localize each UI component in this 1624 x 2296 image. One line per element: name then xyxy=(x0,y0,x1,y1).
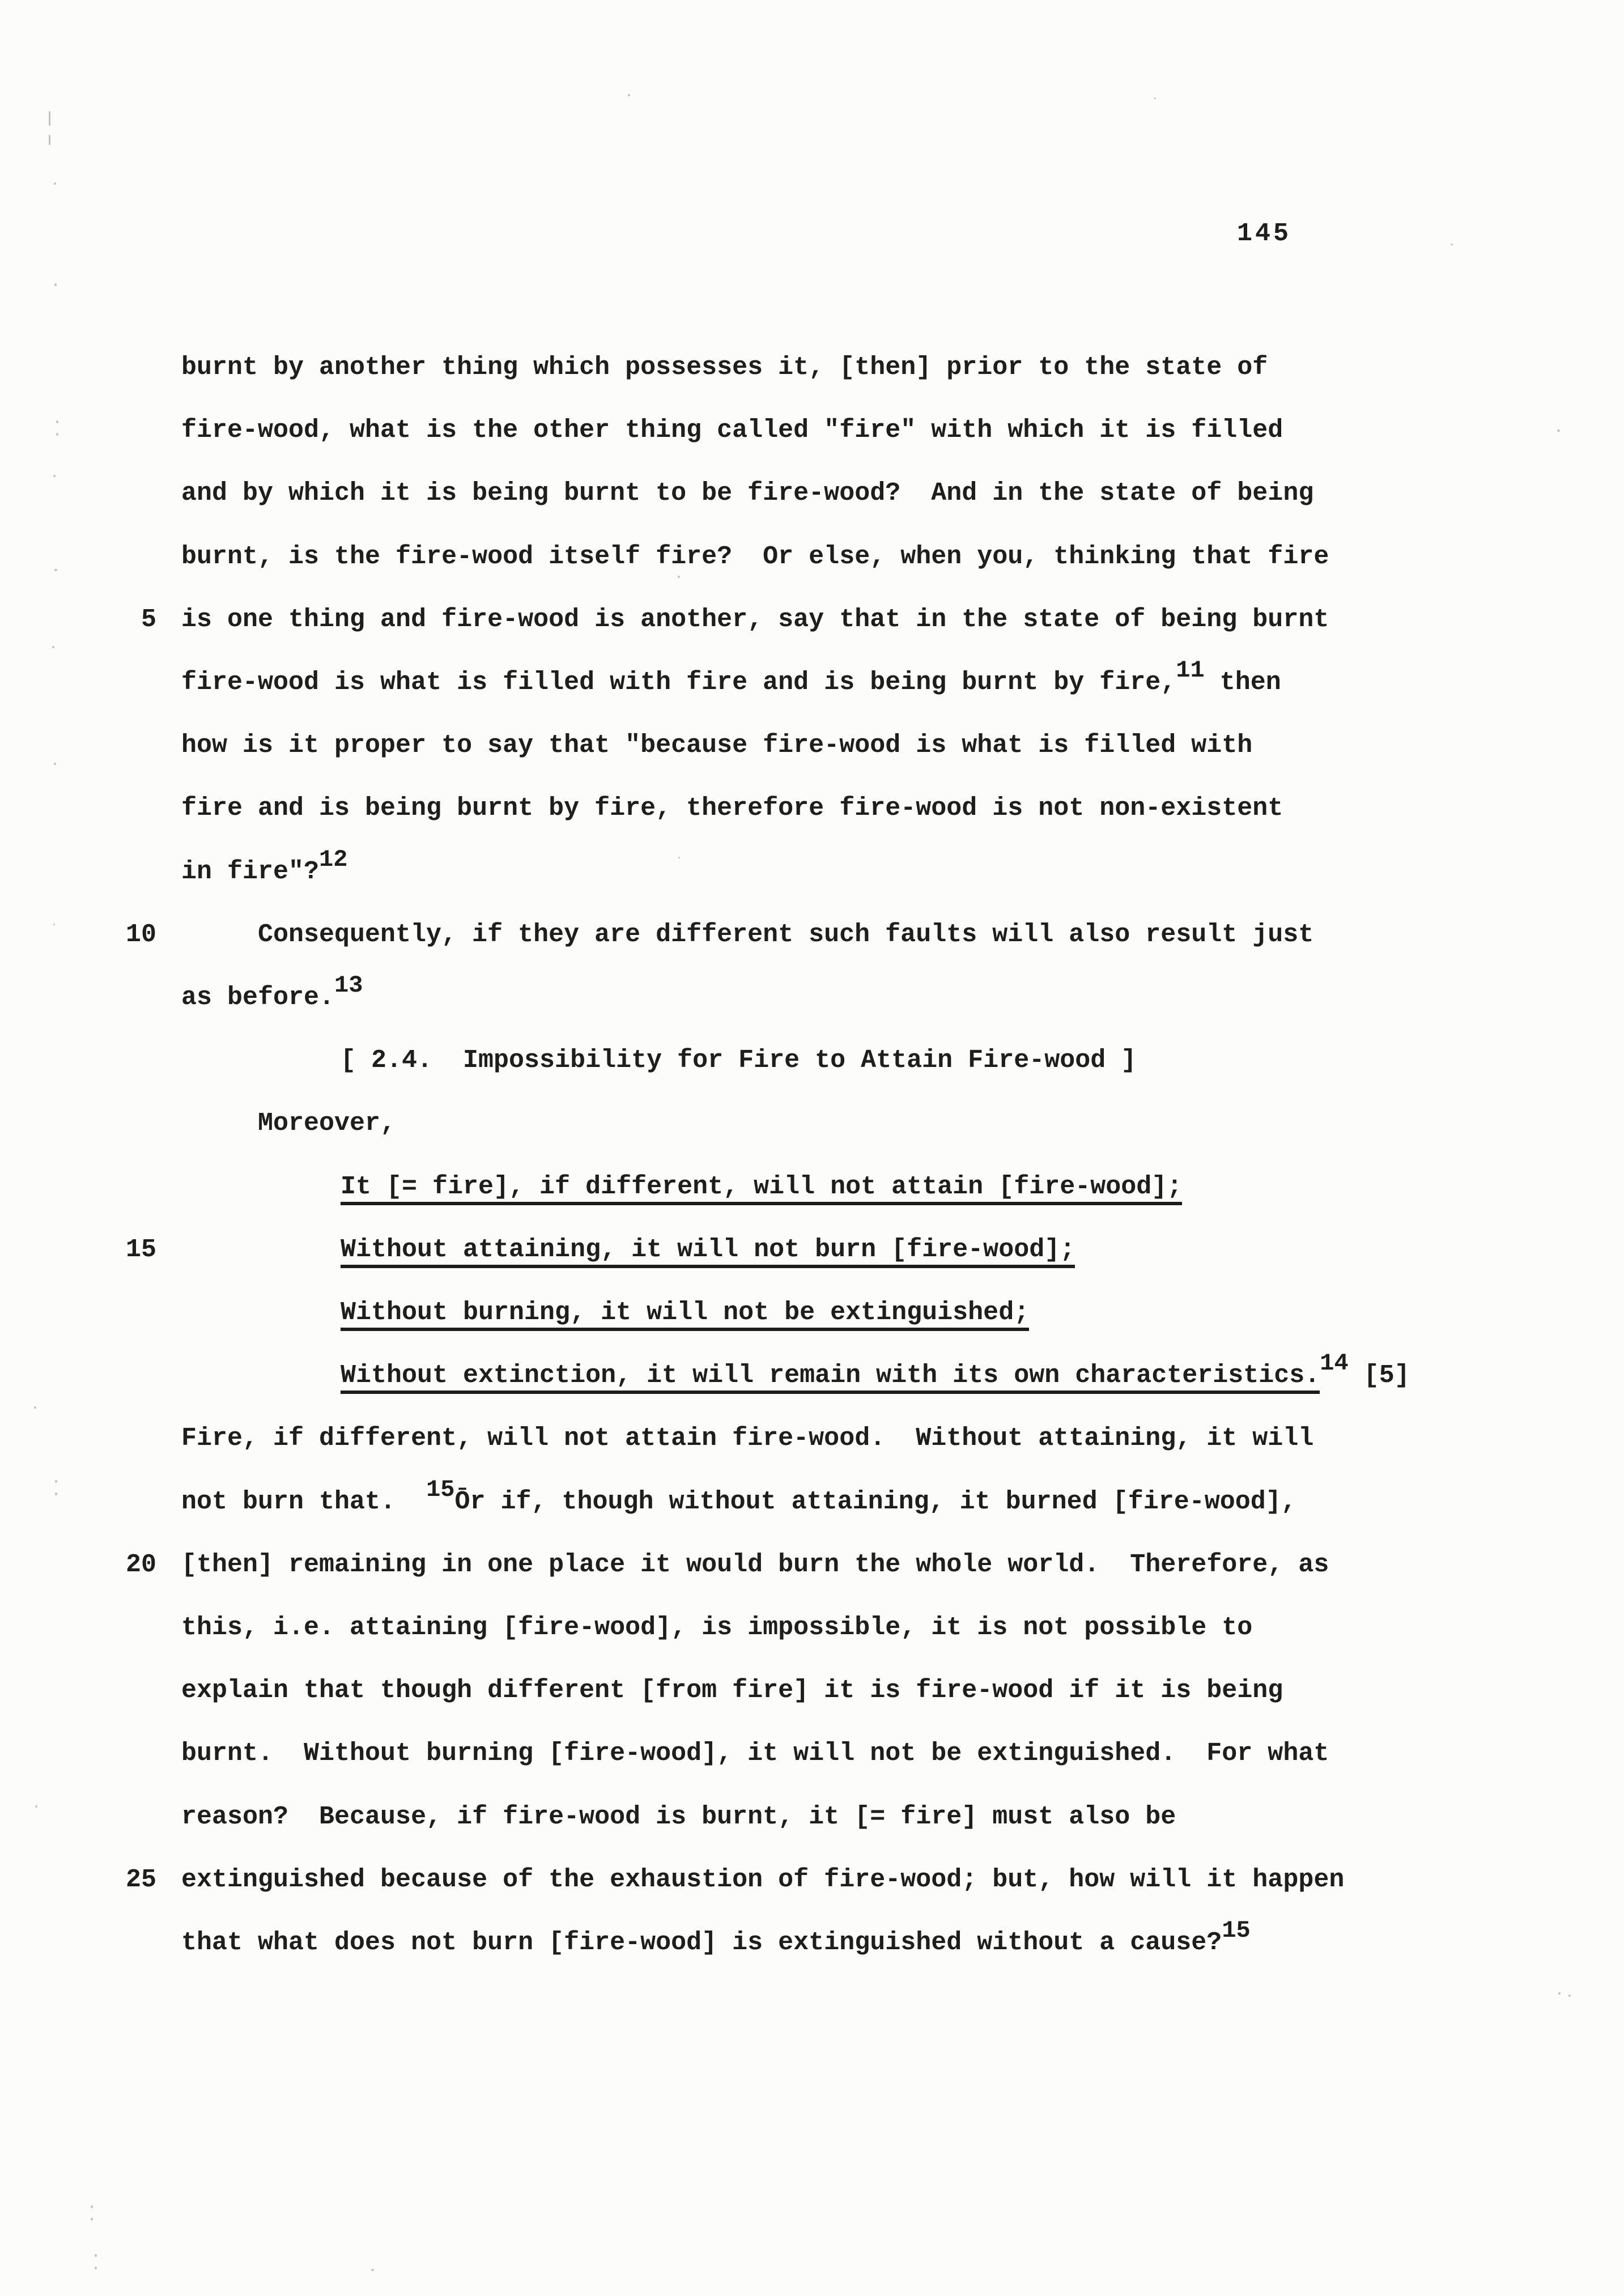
line-text xyxy=(341,1298,1029,1328)
line-number: 25 xyxy=(125,1865,156,1894)
footnote-ref: 15 xyxy=(426,1476,455,1503)
scan-artifact xyxy=(628,94,630,96)
text-line xyxy=(0,920,1624,983)
text-segment: fire-wood is what is filled with fire and is being burnt by fire, xyxy=(181,668,1176,697)
text-line xyxy=(0,478,1624,542)
text-line xyxy=(0,352,1624,416)
scan-artifact xyxy=(371,2269,374,2271)
line-text xyxy=(181,972,363,1013)
text-line xyxy=(0,1350,1624,1424)
text-line xyxy=(0,1235,1624,1298)
line-text xyxy=(341,1045,1136,1076)
scan-artifact xyxy=(55,1493,57,1495)
scan-artifact xyxy=(54,182,56,185)
line-text xyxy=(181,657,1281,698)
scan-artifact xyxy=(91,2205,93,2208)
line-text xyxy=(181,1423,1313,1454)
scan-artifact xyxy=(95,2267,97,2269)
scan-artifact xyxy=(1558,1992,1561,1995)
text-segment: Fire, if different, will not attain fire-wood. Without attaining, it will xyxy=(181,1424,1314,1453)
scan-artifact xyxy=(53,924,55,925)
line-number: 10 xyxy=(125,920,156,949)
footnote-ref: 13 xyxy=(334,972,363,999)
text-line xyxy=(0,605,1624,668)
scan-artifact xyxy=(678,576,680,578)
text-segment: fire-wood, what is the other thing called "fire" with which it is filled xyxy=(181,416,1283,445)
text-line xyxy=(0,793,1624,857)
text-line xyxy=(0,1108,1624,1172)
scan-artifact xyxy=(54,569,57,571)
text-segment: burnt by another thing which possesses it, [then] prior to the state of xyxy=(181,353,1268,382)
text-segment: and by which it is being burnt to be fire-wood? And in the state of being xyxy=(181,479,1314,508)
line-text xyxy=(181,1917,1251,1958)
text-line xyxy=(0,846,1624,920)
line-text xyxy=(181,605,1329,635)
text-segment: this, i.e. attaining [fire-wood], is impossible, it is not possible to xyxy=(181,1613,1253,1642)
text-line xyxy=(0,1550,1624,1613)
text-segment: Ōr if, though without attaining, it burned [fire-wood], xyxy=(454,1487,1296,1516)
line-text xyxy=(181,542,1329,572)
line-text xyxy=(181,1613,1252,1643)
scan-artifact xyxy=(91,2218,93,2221)
scan-artifact xyxy=(1557,430,1560,432)
line-text xyxy=(181,1802,1176,1832)
line-text xyxy=(181,1550,1329,1580)
text-segment: Without attaining, it will not burn [fire-wood]; xyxy=(341,1235,1075,1268)
text-segment: in fire"? xyxy=(181,857,320,886)
text-segment: burnt. Without burning [fire-wood], it will not be extinguished. For what xyxy=(181,1739,1329,1768)
line-text xyxy=(341,1350,1410,1391)
text-line xyxy=(0,415,1624,479)
line-text xyxy=(181,415,1283,446)
scan-artifact xyxy=(678,857,680,858)
text-segment: how is it proper to say that "because fire-wood is what is filled with xyxy=(181,731,1253,760)
text-line xyxy=(0,1423,1624,1487)
text-line xyxy=(0,1676,1624,1739)
line-text xyxy=(181,793,1283,824)
text-segment: reason? Because, if fire-wood is burnt, it [= fire] must also be xyxy=(181,1802,1176,1831)
text-segment: Without extinction, it will remain with its own characteristics. xyxy=(341,1361,1320,1394)
scan-artifact xyxy=(35,1805,37,1808)
text-segment: that what does not burn [fire-wood] is extinguished without a cause? xyxy=(181,1928,1222,1957)
scan-artifact xyxy=(54,283,57,286)
text-line xyxy=(0,972,1624,1046)
line-text xyxy=(341,1235,1075,1265)
text-segment: extinguished because of the exhaustion of fire-wood; but, how will it happen xyxy=(181,1865,1345,1894)
line-text xyxy=(181,1865,1344,1895)
scan-artifact xyxy=(55,1480,57,1483)
scan-artifact xyxy=(1154,97,1156,99)
line-text xyxy=(258,1108,396,1139)
line-number: 20 xyxy=(125,1550,156,1579)
text-segment: It [= fire], if different, will not attain [fire-wood]; xyxy=(341,1172,1182,1205)
scan-artifact xyxy=(52,646,54,648)
scan-artifact xyxy=(1568,1995,1571,1997)
text-segment: explain that though different [from fire] it is fire-wood if it is being xyxy=(181,1676,1283,1705)
text-line xyxy=(0,1298,1624,1361)
line-number: 15 xyxy=(125,1235,156,1264)
line-text xyxy=(258,920,1313,950)
text-segment: Consequently, if they are different such faults will also result just xyxy=(258,920,1314,949)
scan-artifact xyxy=(49,135,50,145)
text-segment: [then] remaining in one place it would burn the whole world. Therefore, as xyxy=(181,1550,1329,1579)
line-number: 5 xyxy=(141,605,156,634)
footnote-ref: 12 xyxy=(319,846,348,873)
text-line xyxy=(0,1865,1624,1928)
scan-artifact xyxy=(54,763,56,765)
text-line xyxy=(0,1738,1624,1802)
scan-artifact xyxy=(53,475,56,477)
text-line xyxy=(0,1476,1624,1550)
text-line xyxy=(0,730,1624,794)
text-line xyxy=(0,657,1624,731)
text-line xyxy=(0,1172,1624,1235)
line-text xyxy=(181,846,348,887)
line-text xyxy=(341,1172,1182,1202)
text-segment: [ 2.4. Impossibility for Fire to Attain Fire-wood ] xyxy=(341,1046,1137,1075)
text-segment: is one thing and fire-wood is another, say that in the state of being burnt xyxy=(181,605,1329,634)
footnote-ref: 14 xyxy=(1320,1350,1349,1377)
line-text xyxy=(181,478,1313,509)
text-line xyxy=(0,1917,1624,1991)
text-segment: Without burning, it will not be extinguished; xyxy=(341,1298,1029,1331)
text-segment: as before. xyxy=(181,983,335,1012)
text-line xyxy=(0,1613,1624,1676)
line-text xyxy=(181,352,1268,383)
text-segment: not burn that. xyxy=(181,1487,427,1516)
text-segment: [5] xyxy=(1348,1361,1410,1390)
scan-artifact xyxy=(49,111,50,126)
line-text xyxy=(181,1476,1296,1517)
scan-artifact xyxy=(95,2254,97,2257)
footnote-ref: 11 xyxy=(1176,657,1205,684)
scan-artifact xyxy=(34,1406,36,1409)
text-segment: Moreover, xyxy=(258,1109,396,1138)
footnote-ref: 15 xyxy=(1222,1917,1251,1944)
scan-artifact xyxy=(56,420,58,423)
text-line xyxy=(0,1045,1624,1109)
line-text xyxy=(181,1738,1329,1769)
text-segment: fire and is being burnt by fire, therefore fire-wood is not non-existent xyxy=(181,794,1283,823)
text-line xyxy=(0,1802,1624,1865)
text-segment: then xyxy=(1204,668,1281,697)
line-text xyxy=(181,1676,1283,1706)
text-segment: burnt, is the fire-wood itself fire? Or else, when you, thinking that fire xyxy=(181,542,1329,571)
text-line xyxy=(0,542,1624,605)
scan-artifact xyxy=(1451,244,1453,245)
page-number: 145 xyxy=(1237,219,1292,248)
line-text xyxy=(181,730,1252,761)
scan-artifact xyxy=(56,433,58,436)
